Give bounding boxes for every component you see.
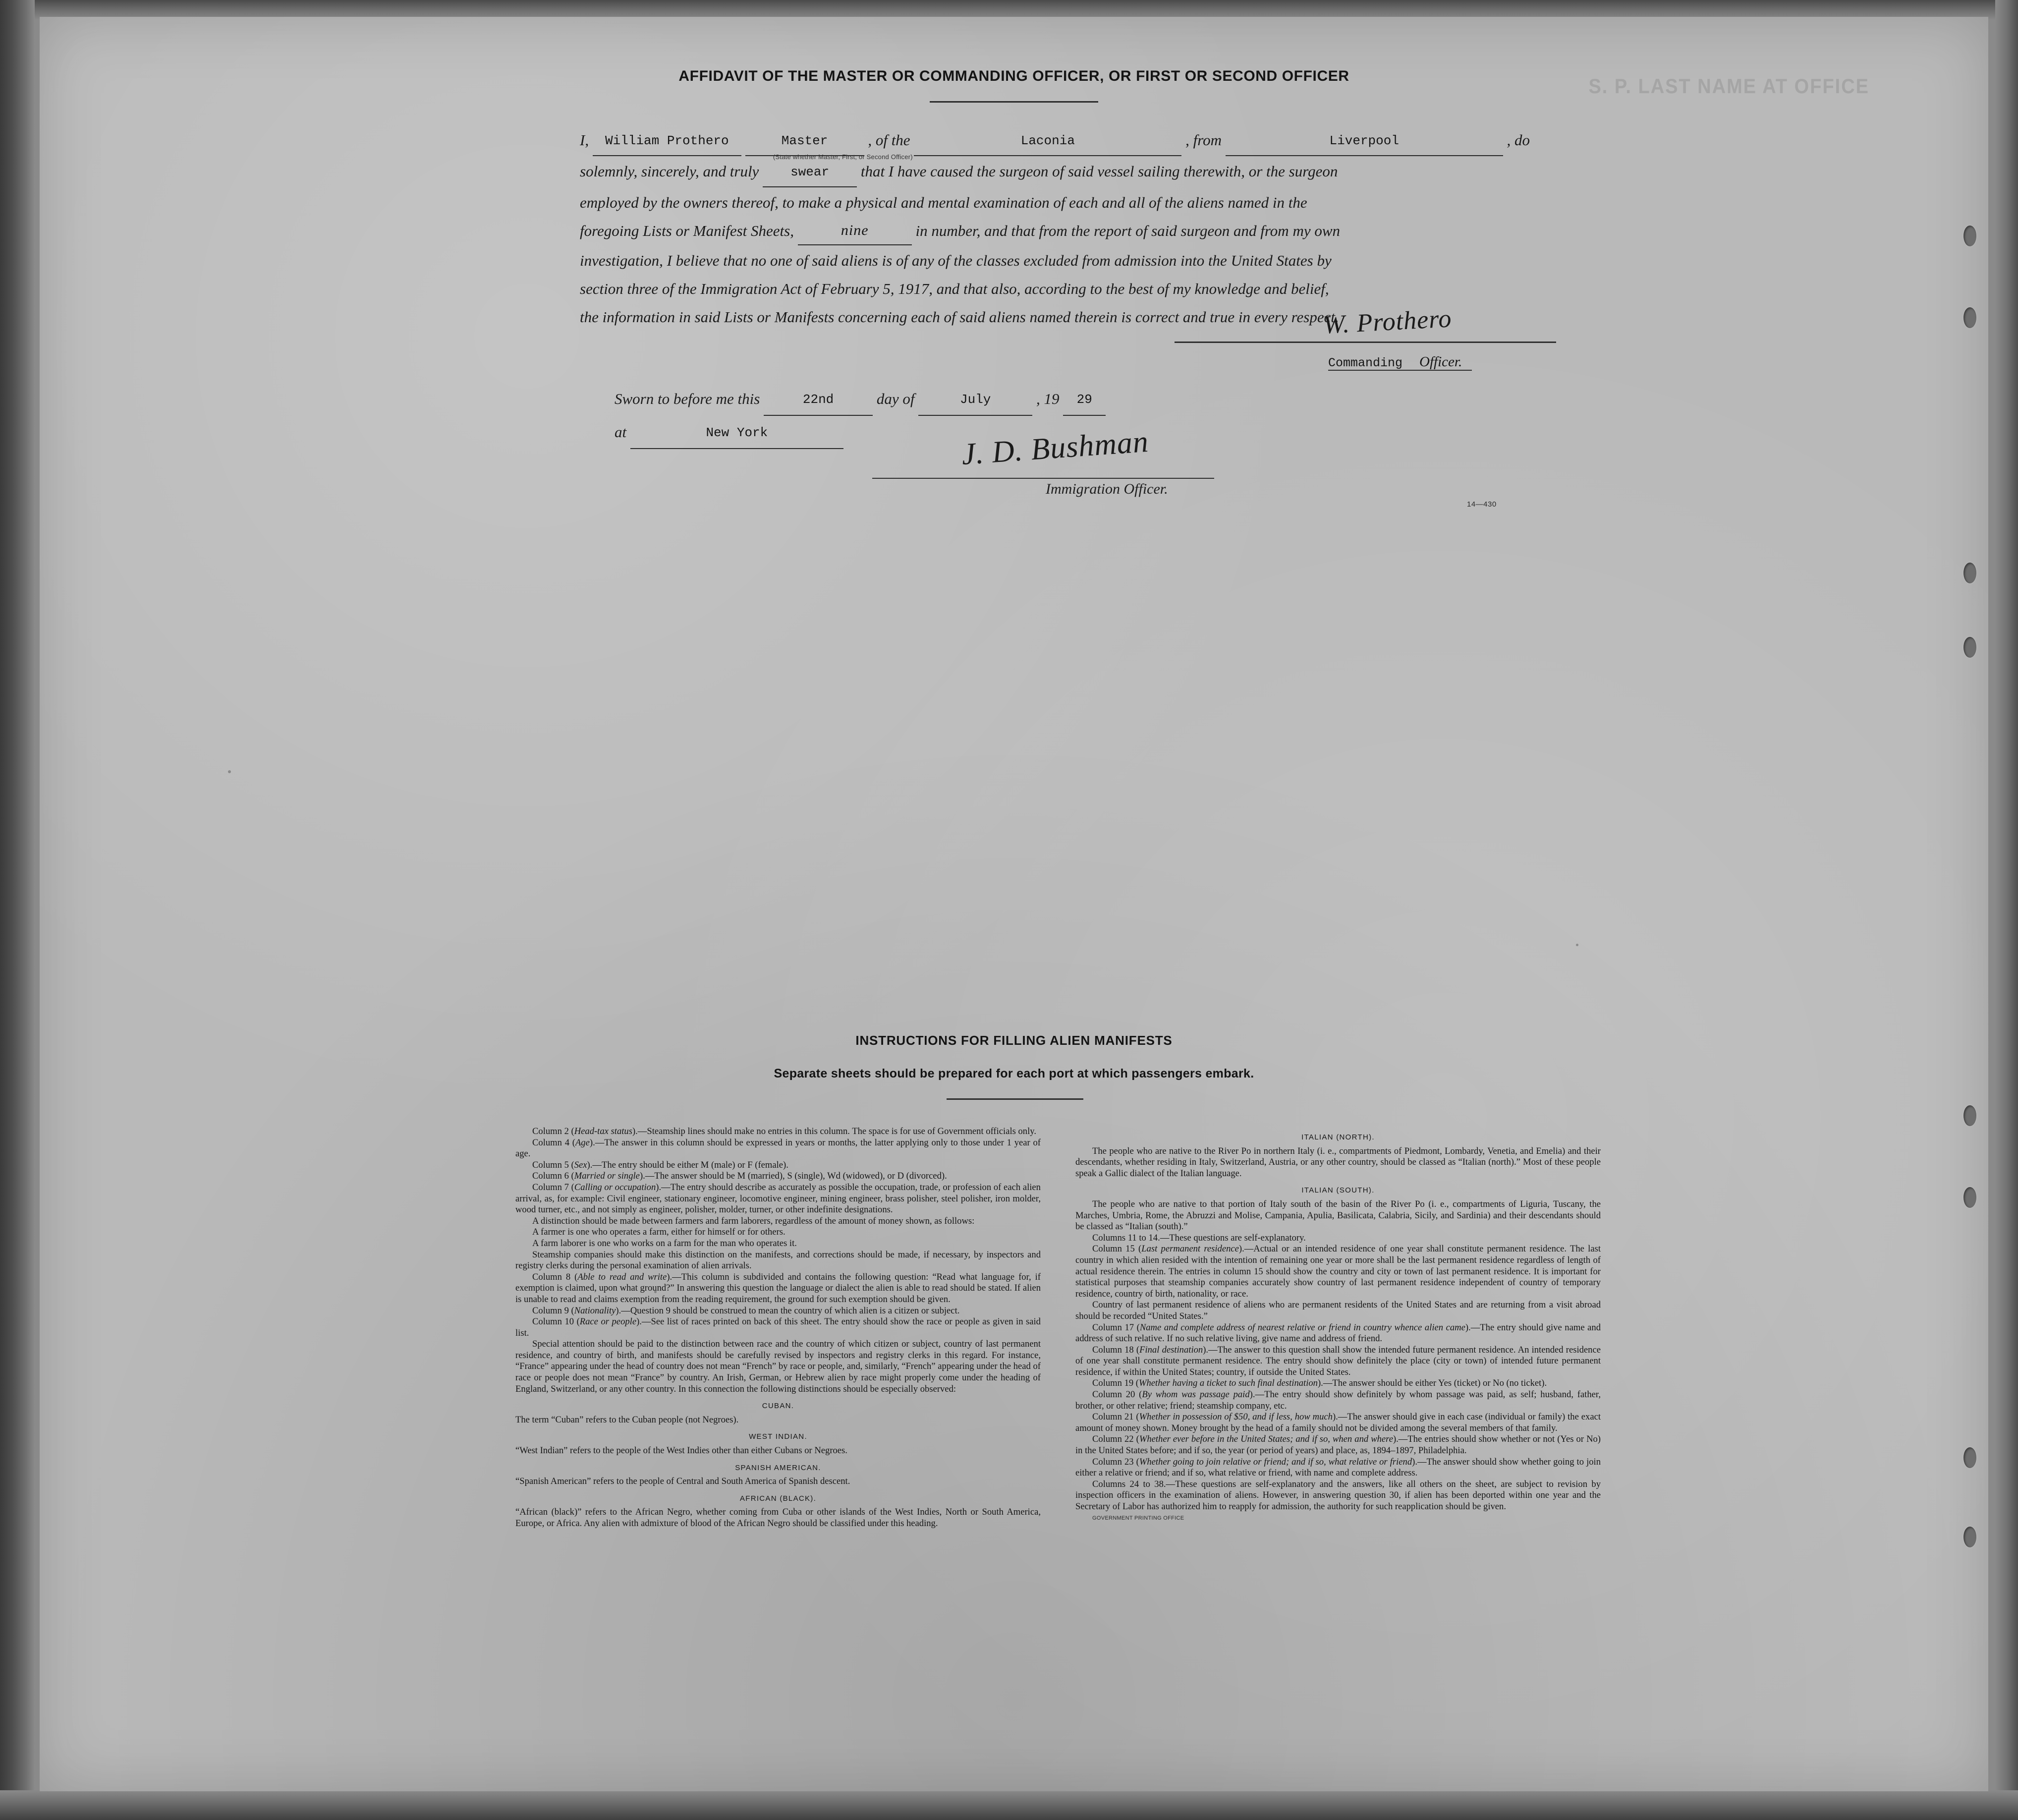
punch-hole (1963, 1105, 1976, 1126)
instruction-paragraph: Columns 24 to 38.—These questions are self-explanatory and the answers, like all others on the sheet, are subject to revision by inspection officers in the examination of aliens. However, in answering question 30, if alien has been deported within one year and the Secretary of Labor has authorized him to reapply for admission, the authority for such reapplication should be given. (1075, 1479, 1601, 1512)
reverse-side-ghost-text: S. P. LAST NAME AT OFFICE (1588, 75, 1869, 99)
instruction-paragraph: Column 20 (By whom was passage paid).—The entry should show definitely by whom passage was paid, as self; husband, father, brother, or other relative; friend; steamship company, etc. (1075, 1389, 1601, 1411)
instruction-paragraph: “West Indian” refers to the people of the West Indies other than either Cubans or Negroes. (515, 1445, 847, 1456)
affidavit-line-6: section three of the Immigration Act of February 5, 1917, and that also, according to the best of my knowledge and belief, (580, 280, 1329, 297)
instruction-subheading: AFRICAN (BLACK). (739, 1494, 817, 1503)
sworn-prefix-label: Sworn to before me this (615, 390, 760, 407)
instruction-paragraph: Column 18 (Final destination).—The answer to this question shall show the intended future permanent residence. An intended residence of one year shall constitute permanent residence. The entry should show definitely the place (city or town) of intended future permanent residence, if within the United States; country, if outside the United States. (1075, 1344, 1601, 1377)
instruction-paragraph: Column 23 (Whether going to join relative or friend; and if so, what relative or friend).—The answer should show whether going to join either a relative or friend; and if so, what relative or friend, with name and complete address. (1075, 1456, 1601, 1479)
instruction-paragraph: The people who are native to the River Po in northern Italy (i. e., compartments of Piedmont, Lombardy, Venetia, and Emelia) and their descendants, whether residing in Italy, Switzerland, Austria, or any other country, should be classed as “Italian (north).” Most of these people speak a Gallic dialect of the Italian language. (1075, 1145, 1601, 1179)
instruction-subheading: ITALIAN (NORTH). (1301, 1133, 1375, 1141)
ship-name-field[interactable]: Laconia (914, 127, 1181, 156)
instruction-paragraph: Column 8 (Able to read and write).—This column is subdivided and contains the following question: “Read what language for, if exemption is claimed, upon what ground?” In answering this question the language or dialect the alien is able to read should be stated. If alien is unable to read and claims exemption from the reading requirement, the ground for such exemption should be given. (515, 1271, 1041, 1305)
rank-note-label: (State whether Master, First, or Second Officer) (773, 153, 913, 161)
instruction-paragraph: Special attention should be paid to the distinction between race and the country of which citizen or subject, country of last permanent residence, and country of birth, and manifests should be carefully revised by inspectors and registry clerks in this regard. For instance, “France” appearing under the head of country does not mean “French” by race or people, and, similarly, “French” appearing under the head of race or people does not mean “France” by country. An Irish, German, or Hebrew alien by race might properly come under the heading of England, Switzerland, or any other country. In this connection the following distinctions should be especially observed: (515, 1339, 1041, 1394)
instruction-paragraph: The term “Cuban” refers to the Cuban people (not Negroes). (515, 1414, 739, 1425)
form-number-label: 14—430 (1467, 500, 1497, 509)
instructions-left-column (515, 1126, 1041, 1530)
departure-port-field[interactable]: Liverpool (1226, 127, 1503, 156)
affidavit-line-4 (580, 217, 1551, 246)
instruction-paragraph: Column 22 (Whether ever before in the United States; and if so, when and where).—The entries should show whether or not (Yes or No) in the United States before; and if so, the year (or period of years) and place, as, 1894–1897, Philadelphia. (1075, 1434, 1601, 1456)
year-prefix-label: , 19 (1036, 390, 1060, 407)
paper-speck (228, 770, 231, 773)
affidavit-line4-prefix: foregoing Lists or Manifest Sheets, (580, 222, 794, 239)
printing-office-footer: GOVERNMENT PRINTING OFFICE (1092, 1515, 1184, 1521)
paper-speck (1576, 944, 1578, 946)
immigration-officer-rule (872, 478, 1214, 479)
instruction-paragraph: Column 7 (Calling or occupation).—The entry should describe as accurately as possible the occupation, trade, or profession of each alien arrival, as, for example: Civil engineer, stationary engineer, locomotive engineer, mining engineer, brass polisher, steel polisher, iron molder, wood turner, etc., and not simply as engineer, polisher, molder, turner, or other indefinite designations. (515, 1182, 1041, 1215)
instruction-subheading: ITALIAN (SOUTH). (1301, 1186, 1375, 1195)
instruction-paragraph: “Spanish American” refers to the people of Central and South America of Spanish descent. (515, 1476, 850, 1487)
affidavit-line-5: investigation, I believe that no one of said aliens is of any of the classes excluded from admission into the United States by (580, 252, 1332, 269)
instruction-paragraph: Column 5 (Sex).—The entry should be either M (male) or F (female). (532, 1159, 788, 1170)
sworn-year-field[interactable]: 29 (1063, 384, 1106, 416)
immigration-officer-signature: J. D. Bushman (960, 424, 1150, 472)
instruction-paragraph: Column 21 (Whether in possession of $50, and if less, how much).—The answer should give in each case (individual or family) the exact amount of money shown. Money brought by the head of a family should not be divided among the several members of that family. (1075, 1412, 1601, 1433)
punch-hole (1963, 226, 1976, 246)
day-of-label: day of (876, 390, 915, 407)
sworn-month-field[interactable]: July (918, 384, 1032, 416)
punch-hole (1963, 1447, 1976, 1468)
affidavit-line4-suffix: in number, and that from the report of said surgeon and from my own (915, 222, 1341, 239)
instructions-rule (947, 1098, 1083, 1100)
instruction-paragraph: Steamship companies should make this distinction on the manifests, and corrections should be made, if necessary, by inspectors and registry clerks during the personal examination of alien arrivals. (515, 1249, 1041, 1271)
instruction-subheading: SPANISH AMERICAN. (735, 1463, 821, 1472)
instruction-paragraph: Column 15 (Last permanent residence).—Actual or an intended residence of one year shall constitute permanent residence. The last country in which alien resided with the intention of remaining one year or more shall be the last permanent residence regardless of length of actual residence therein. The entries in column 15 should show the country and city or town of last permanent residence. It is important for statistical purposes that steamship companies accurately show country of last permanent residence independent of country of temporary residence, country of birth, nationality, or race. (1075, 1244, 1601, 1299)
affidavit-line2-prefix: solemnly, sincerely, and truly (580, 163, 759, 180)
instruction-paragraph: Column 4 (Age).—The answer in this column should be expressed in years or months, the latter applying only to those under 1 year of age. (515, 1137, 1041, 1159)
instruction-paragraph: Column 6 (Married or single).—The answer should be M (married), S (single), Wd (widowed), or D (divorced). (532, 1171, 947, 1182)
affidavit-line-1 (580, 126, 1551, 161)
sworn-place-field[interactable]: New York (630, 417, 843, 449)
affidavit-line-3: employed by the owners thereof, to make a physical and mental examination of each and all of the aliens named in the (580, 194, 1307, 211)
instruction-paragraph: Country of last permanent residence of aliens who are permanent residents of the United States and are returning from a visit abroad should be recorded “United States.” (1075, 1300, 1601, 1321)
instruction-paragraph: Column 10 (Race or people).—See list of races printed on back of this sheet. The entry should show the race or people as given in said list. (515, 1316, 1041, 1338)
master-rank-field[interactable]: Master (745, 127, 864, 156)
instruction-subheading: WEST INDIAN. (749, 1432, 807, 1441)
document-content (40, 17, 1988, 1791)
punch-hole (1963, 1527, 1976, 1547)
instruction-paragraph: Columns 11 to 14.—These questions are self-explanatory. (1092, 1232, 1306, 1243)
instruction-paragraph: Column 17 (Name and complete address of nearest relative or friend in country whence alien came).—The entry should give name and address of such relative. If no such relative living, give name and address of friend. (1075, 1322, 1601, 1344)
alien-count-field[interactable]: nine (798, 216, 912, 245)
instruction-paragraph: Column 9 (Nationality).—Question 9 should be construed to mean the country of which alien is a citizen or subject. (532, 1305, 960, 1316)
punch-hole (1963, 307, 1976, 328)
title-rule (930, 101, 1098, 103)
immigration-officer-caption: Immigration Officer. (1046, 481, 1168, 497)
scan-edge-bottom (0, 1790, 2018, 1820)
sworn-line-1 (615, 384, 1106, 417)
instruction-subheading: CUBAN. (762, 1402, 794, 1411)
affidavit-line-2 (580, 157, 1551, 188)
paper-speck (654, 1291, 657, 1293)
scan-edge-right (1995, 0, 2018, 1820)
instruction-paragraph: The people who are native to that portion of Italy south of the basin of the River Po (i. e., compartments of Liguria, Tuscany, the Marches, Umbria, Rome, the Abruzzi and Molise, Campania, Apulia, Basilicata, Calabria, Sicily, and Sardinia) and their descendants should be classed as “Italian (south).” (1075, 1198, 1601, 1232)
document-paper (40, 17, 1988, 1791)
instructions-subtitle: Separate sheets should be prepared for each port at which passengers embark. (774, 1067, 1254, 1081)
punch-hole (1963, 1187, 1976, 1208)
instructions-right-column (1075, 1126, 1601, 1524)
instructions-title: INSTRUCTIONS FOR FILLING ALIEN MANIFESTS (855, 1033, 1173, 1048)
affidavit-line-7: the information in said Lists or Manifests concerning each of said aliens named therein is correct and true in every respect. (580, 308, 1339, 326)
punch-hole (1963, 563, 1976, 583)
master-signature-rule (1175, 341, 1556, 343)
affidavit-title: AFFIDAVIT OF THE MASTER OR COMMANDING OFFICER, OR FIRST OR SECOND OFFICER (678, 68, 1349, 84)
of-the-label: , of the (868, 131, 910, 149)
from-label: , from (1185, 131, 1222, 149)
officer-printed-label: Officer. (1419, 354, 1462, 370)
instruction-paragraph: Column 19 (Whether having a ticket to such final destination).—The answer should be either Yes (ticket) or No (no ticket). (1092, 1378, 1547, 1389)
instruction-paragraph: “African (black)” refers to the African Negro, whether coming from Cuba or other islands of the West Indies, North or South America, Europe, or Africa. Any alien with admixture of blood of the African Negro should be classified under this heading. (515, 1507, 1041, 1529)
instruction-paragraph: A distinction should be made between farmers and farm laborers, regardless of the amount of money shown, as follows: (532, 1215, 975, 1226)
instruction-paragraph: A farmer is one who operates a farm, either for himself or for others. (532, 1227, 785, 1238)
affidavit-line2-suffix: that I have caused the surgeon of said vessel sailing therewith, or the surgeon (860, 163, 1338, 180)
do-label: , do (1507, 131, 1530, 149)
instruction-paragraph: Column 2 (Head-tax status).—Steamship lines should make no entries in this column. The space is for use of Government officials only. (532, 1126, 1036, 1137)
punch-hole (1963, 637, 1976, 658)
signature-caption (1328, 354, 1561, 370)
master-signature: W. Prothero (1322, 304, 1453, 340)
commanding-typed-label: Commanding (1328, 356, 1403, 370)
scan-edge-left (0, 0, 35, 1820)
swear-affirm-field[interactable]: swear (763, 158, 857, 187)
master-name-field[interactable]: William Prothero (593, 127, 741, 156)
instruction-paragraph: A farm laborer is one who works on a farm for the man who operates it. (532, 1238, 797, 1249)
affidavit-i-label: I, (580, 131, 589, 149)
at-label: at (615, 423, 627, 441)
affidavit-body (580, 126, 1551, 331)
sworn-day-field[interactable]: 22nd (764, 384, 873, 416)
